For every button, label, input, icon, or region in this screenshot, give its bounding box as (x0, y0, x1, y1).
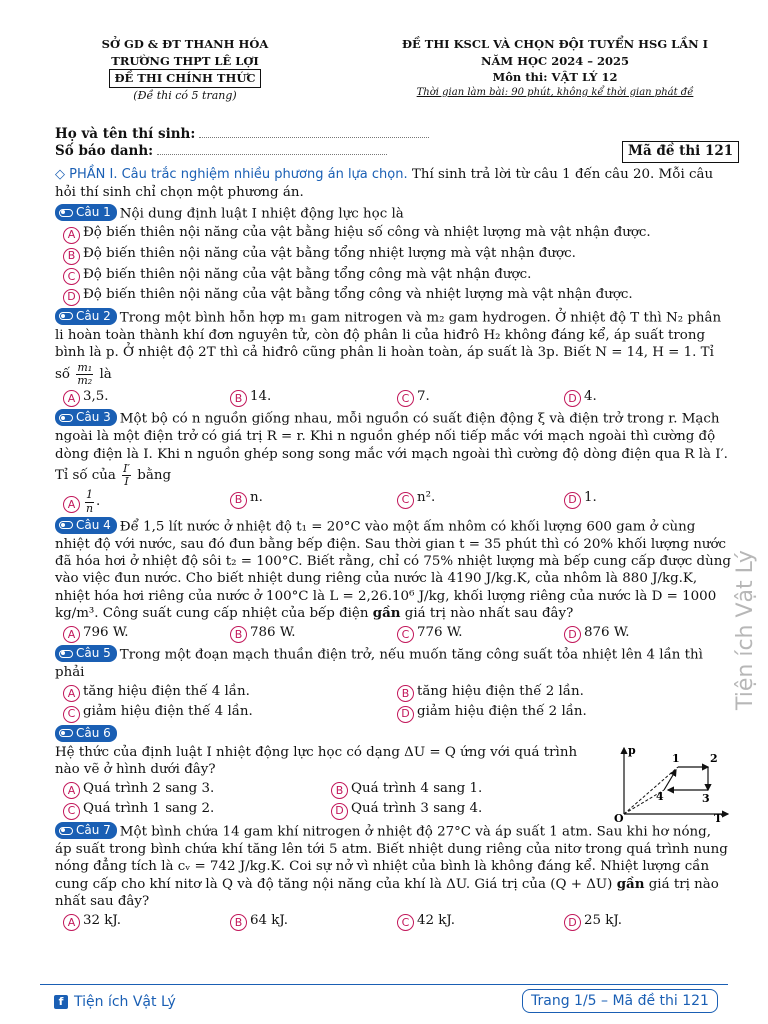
toggle-icon (59, 414, 73, 422)
option-a[interactable]: A 3,5. (63, 388, 230, 408)
question-badge: Câu 1 (55, 204, 117, 221)
option-a[interactable]: A Quá trình 2 sang 3. (63, 780, 331, 800)
option-c[interactable]: C Quá trình 1 sang 2. (63, 800, 331, 820)
question-5 (55, 645, 731, 723)
point-3: 3 (702, 791, 710, 805)
option-d[interactable]: D 876 W. (564, 624, 731, 644)
option-a[interactable]: A Độ biến thiên nội năng của vật bằng hiệu số công và nhiệt lượng mà vật nhận được. (55, 224, 731, 244)
exam-title: ĐỀ THI KSCL VÀ CHỌN ĐỘI TUYỂN HSG LẦN I (401, 37, 709, 51)
option-d[interactable]: D 4. (564, 388, 731, 408)
toggle-icon (59, 312, 73, 320)
question-2: Câu 2 Trong một bình hỗn hợp m₁ gam nitrogen và m₂ gam hydrogen. Ở nhiệt độ T thì N₂ phân li hoàn toàn thành khí đơn nguyên tử, còn độ phân li của hiđrô H₂ không đáng kể, áp suất trong bình là p. Ở nhiệt độ 2T thì cả hiđrô cũng phân li hoàn toàn, áp suất là 3p. Biết N = 14, H = 1. Tỉ số $\frac{\text{m₁}}{\text{m₂}}$ là A 3,5. B 14. C 7. D 4. (55, 308, 731, 408)
section-header (55, 166, 731, 201)
origin-label: O (614, 811, 624, 822)
point-1: 1 (672, 751, 680, 765)
fraction: $\frac{I'}{I}$ (123, 462, 131, 489)
option-c[interactable]: C giảm hiệu điện thế 4 lần. (63, 703, 397, 723)
section-title: PHẦN I. Câu trắc nghiệm nhiều phương án lựa chọn. (69, 167, 408, 182)
toggle-icon (59, 650, 73, 658)
header-right (400, 36, 710, 101)
axis-label-p: p (628, 743, 636, 757)
option-b[interactable]: B 786 W. (230, 624, 397, 644)
option-b[interactable]: B Quá trình 4 sang 1. (331, 780, 482, 800)
question-text: Trong một bình hỗn hợp m₁ gam nitrogen và m₂ gam hydrogen. Ở nhiệt độ T thì N₂ phân li hoàn toàn thành khí đơn nguyên tử, còn độ phân li của hiđrô H₂ không đáng kể, áp suất trong bình là p. Ở nhiệt độ 2T thì cả hiđrô cũng phân li hoàn toàn, áp suất là 3p. Biết N = 14, H = 1. Tỉ số (55, 310, 722, 382)
question-3: Câu 3 Một bộ có n nguồn giống nhau, mỗi nguồn có suất điện động ξ và điện trở trong r. Mạch ngoài là một điện trở có giá trị R = r. Khi n nguồn ghép nối tiếp mắc với mạch ngoài thì cường độ dòng điện là I. Khi n nguồn ghép song song mắc với mạch ngoài thì cường độ dòng điện qua R là I′. Tỉ số của $\frac{I'}{I}$ bằng A $\frac{1}{n}$ . B n. C n². D 1. (55, 409, 731, 514)
question-badge: Câu 5 (55, 645, 117, 662)
questions (55, 166, 731, 931)
question-4: Câu 4 Để 1,5 lít nước ở nhiệt độ t₁ = 20°C vào một ấm nhôm có khối lượng 600 gam ở cùng nhiệt độ với nước, sau đó đun bằng bếp điện. Sau thời gian t = 35 phút thì có 20% khối lượng nước đã hóa hơi ở nhiệt độ sôi t₂ = 100°C. Biết rằng, chỉ có 75% nhiệt lượng mà bếp cung cấp được dùng vào việc đun nước. Cho biết nhiệt dung riêng của nước là 4190 J/kg.K, của nhôm là 880 J/kg.K, nhiệt hóa hơi riêng của nước ở 100°C là L = 2,26.10⁶ J/kg, khối lượng riêng của nước là D = 1000 kg/m³. Công suất cung cấp nhiệt của bếp điện gần giá trị nào nhất sau đây? A 796 W. B 786 W. C 776 W. D 876 W. (55, 517, 731, 644)
time-note: Thời gian làm bài: 90 phút, không kể thời gian phát đề (416, 87, 694, 99)
name-field[interactable] (199, 126, 429, 138)
fraction: $\frac{1}{n}$ (85, 488, 94, 515)
page-indicator: Trang 1/5 – Mã đề thi 121 (522, 989, 718, 1013)
svg-text:Tiện ích Vật Lý: Tiện ích Vật Lý (733, 550, 758, 710)
option-a[interactable]: A 32 kJ. (63, 912, 230, 932)
section-text: Thí sinh trả lời từ câu 1 đến câu 20. Mỗi câu hỏi thí sinh chỉ chọn một phương án. (55, 167, 714, 200)
id-label: Số báo danh: (55, 142, 154, 159)
option-c[interactable]: C 42 kJ. (397, 912, 564, 932)
option-d[interactable]: D Độ biến thiên nội năng của vật bằng tổng công và nhiệt lượng mà vật nhận được. (55, 286, 731, 306)
option-b[interactable]: B tăng hiệu điện thế 2 lần. (397, 683, 731, 703)
question-badge: Câu 7 (55, 822, 117, 839)
toggle-icon (59, 521, 73, 529)
question-text: Hệ thức của định luật I nhiệt động lực học có dạng ΔU = Q ứng với quá trình nào vẽ ở hình dưới đây? (55, 744, 578, 778)
diamond-icon: ◇ (55, 167, 70, 182)
option-d[interactable]: D 25 kJ. (564, 912, 731, 932)
header-left (90, 36, 280, 104)
option-b[interactable]: B n. (230, 489, 397, 514)
question-badge: Câu 4 (55, 517, 117, 534)
fraction: $\frac{\text{m₁}}{\text{m₂}}$ (77, 360, 93, 387)
question-text: Một bình chứa 14 gam khí nitrogen ở nhiệt độ 27°C và áp suất 1 atm. Sau khi hơ nóng, áp suất trong bình chứa khí tăng lên tới 5 atm. Biết nhiệt dung riêng của nitơ trong quá trình nung nóng đẳng tích là cᵥ = 742 J/kg.K. Coi sự nở vì nhiệt của bình là không đáng kể. Nhiệt lượng cần cung cấp cho khí nitơ là Q và độ tăng nội năng của khí là ΔU. Giá trị của (Q + ΔU) (55, 824, 728, 892)
option-a[interactable]: A tăng hiệu điện thế 4 lần. (63, 683, 397, 703)
toggle-icon (59, 729, 73, 737)
option-d[interactable]: D 1. (564, 489, 731, 514)
question-badge: Câu 2 (55, 308, 117, 325)
question-badge: Câu 6 (55, 725, 117, 742)
question-6 (55, 725, 731, 820)
option-c[interactable]: C 7. (397, 388, 564, 408)
footer (40, 984, 728, 1010)
option-b[interactable]: B Độ biến thiên nội năng của vật bằng tổng nhiệt lượng mà vật nhận được. (55, 245, 731, 265)
option-c[interactable]: C 776 W. (397, 624, 564, 644)
school-name: TRƯỜNG THPT LÊ LỢI (111, 53, 259, 68)
question-text: Nội dung định luật I nhiệt động lực học là (119, 206, 404, 222)
option-a[interactable]: A $\frac{1}{n}$ . (63, 489, 230, 514)
option-a[interactable]: A 796 W. (63, 624, 230, 644)
option-b[interactable]: B 14. (230, 388, 397, 408)
department-name: SỞ GD & ĐT THANH HÓA (101, 37, 269, 51)
name-label: Họ và tên thí sinh: (55, 126, 196, 142)
question-7: Câu 7 Một bình chứa 14 gam khí nitrogen ở nhiệt độ 27°C và áp suất 1 atm. Sau khi hơ nóng, áp suất trong bình chứa khí tăng lên tới 5 atm. Biết nhiệt dung riêng của nitơ trong quá trình nung nóng đẳng tích là cᵥ = 742 J/kg.K. Coi sự nở vì nhiệt của bình là không đáng kể. Nhiệt lượng cần cung cấp cho khí nitơ là Q và độ tăng nội năng của khí là ΔU. Giá trị của (Q + ΔU) gần giá trị nào nhất sau đây? A 32 kJ. B 64 kJ. C 42 kJ. D 25 kJ. (55, 822, 731, 931)
pt-diagram (610, 744, 735, 822)
toggle-icon (59, 209, 73, 217)
option-c[interactable]: C Độ biến thiên nội năng của vật bằng tổng công mà vật nhận được. (55, 266, 731, 286)
question-text: Trong một đoạn mạch thuần điện trở, nếu muốn tăng công suất tỏa nhiệt lên 4 lần thì phải (55, 647, 703, 681)
school-year: NĂM HỌC 2024 – 2025 (481, 53, 629, 68)
toggle-icon (59, 827, 73, 835)
option-c[interactable]: C n². (397, 489, 564, 514)
option-d[interactable]: D giảm hiệu điện thế 2 lần. (397, 703, 731, 723)
footer-brand[interactable]: f Tiện ích Vật Lý (54, 993, 176, 1011)
question-text: Để 1,5 lít nước ở nhiệt độ t₁ = 20°C vào một ấm nhôm có khối lượng 600 gam ở cùng nhiệt độ với nước, sau đó đun bằng bếp điện. Sau thời gian t = 35 phút thì có 20% khối lượng nước đã hóa hơi ở nhiệt độ sôi t₂ = 100°C. Biết rằng, chỉ có 75% nhiệt lượng mà bếp cung cấp được dùng vào việc đun nước. Cho biết nhiệt dung riêng của nước là 4190 J/kg.K, của nhôm là 880 J/kg.K, nhiệt hóa hơi riêng của nước ở 100°C là L = 2,26.10⁶ J/kg, khối lượng riêng của nước là D = 1000 kg/m³. Công suất cung cấp nhiệt của bếp điện (55, 519, 731, 622)
id-field[interactable] (157, 143, 387, 155)
axis-label-t: T (714, 811, 723, 822)
official-exam-label: ĐỀ THI CHÍNH THỨC (109, 69, 260, 88)
process-4-1 (664, 770, 676, 790)
question-badge: Câu 3 (55, 409, 117, 426)
option-d[interactable]: D Quá trình 3 sang 4. (331, 800, 482, 820)
subject: Môn thi: VẬT LÝ 12 (492, 70, 618, 85)
point-4: 4 (656, 789, 664, 803)
question-1 (55, 204, 731, 306)
page-count-note: (Đề thi có 5 trang) (133, 89, 237, 103)
point-2: 2 (710, 751, 718, 765)
option-b[interactable]: B 64 kJ. (230, 912, 397, 932)
facebook-icon: f (54, 995, 68, 1009)
exam-code: Mã đề thi 121 (622, 141, 739, 163)
question-text: Một bộ có n nguồn giống nhau, mỗi nguồn có suất điện động ξ và điện trở trong r. Mạch ngoài là một điện trở có giá trị R = r. Khi n nguồn ghép nối tiếp mắc với mạch ngoài thì cường độ dòng điện là I. Khi n nguồn ghép song song mắc với mạch ngoài thì cường độ dòng điện qua R là I′. Tỉ số của (55, 411, 728, 484)
